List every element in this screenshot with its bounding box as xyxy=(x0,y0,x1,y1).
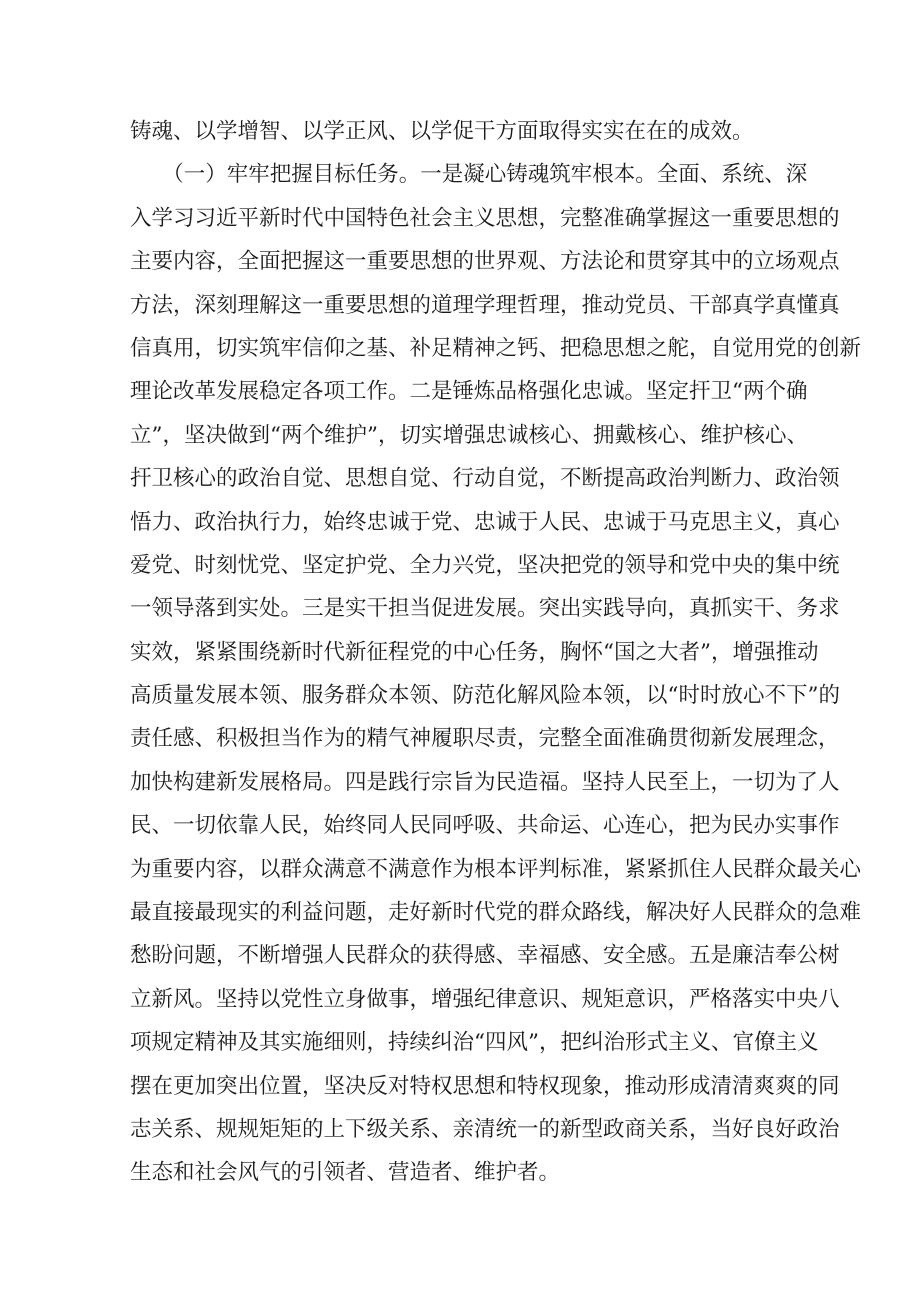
text-line: 愁盼问题，不断增强人民群众的获得感、幸福感、安全感。五是廉洁奉公树 xyxy=(130,943,840,969)
text-line: 为重要内容，以群众满意不满意作为根本评判标准，紧紧抓住人民群众最关心 xyxy=(130,856,862,882)
body-text xyxy=(130,110,862,1195)
text-line: 方法，深刻理解这一重要思想的道理学理哲理，推动党员、干部真学真懂真 xyxy=(130,292,840,318)
text-line: 扞卫核心的政治自觉、思想自觉、行动自觉，不断提高政治判断力、政治领 xyxy=(130,466,840,492)
text-line: 悟力、政治执行力，始终忠诚于党、忠诚于人民、忠诚于马克思主义，真心 xyxy=(130,509,840,535)
text-line: 立”，坚决做到“两个维护”，切实增强忠诚核心、拥戴核心、维护核心、 xyxy=(130,422,808,448)
text-line: 生态和社会风气的引领者、营造者、维护者。 xyxy=(130,1160,561,1186)
text-line: 民、一切依靠人民，始终同人民同呼吸、共命运、心连心，把为民办实事作 xyxy=(130,813,840,839)
text-line: 责任感、积极担当作为的精气神履职尽责，完整全面准确贯彻新发展理念， xyxy=(130,726,840,752)
text-line: 理论改革发展稳定各项工作。二是锤炼品格强化忠诚。坚定扞卫“两个确 xyxy=(130,379,808,405)
text-line: 高质量发展本领、服务群众本领、防范化解风险本领，以“时时放心不下”的 xyxy=(130,683,840,709)
text-line: 加快构建新发展格局。四是践行宗旨为民造福。坚持人民至上，一切为了人 xyxy=(130,769,840,795)
text-line: 最直接最现实的利益问题，走好新时代党的群众路线，解决好人民群众的急难 xyxy=(130,900,862,926)
text-line: 主要内容，全面把握这一重要思想的世界观、方法论和贯穿其中的立场观点 xyxy=(130,249,840,275)
text-line: 信真用，切实筑牢信仰之基、补足精神之钙、把稳思想之舵，自觉用党的创新 xyxy=(130,335,862,361)
text-line: （一）牢牢把握目标任务。一是凝心铸魂筑牢根本。全面、系统、深 xyxy=(130,162,808,188)
text-line: 志关系、规规矩矩的上下级关系、亲清统一的新型政商关系，当好良好政治 xyxy=(130,1116,840,1142)
text-line: 摆在更加突出位置，坚决反对特权思想和特权现象，推动形成清清爽爽的同 xyxy=(130,1073,840,1099)
text-line: 立新风。坚持以党性立身做事，增强纪律意识、规矩意识，严格落实中央八 xyxy=(130,986,840,1012)
text-line: 实效，紧紧围绕新时代新征程党的中心任务，胸怀“国之大者”，增强推动 xyxy=(130,639,819,665)
text-line: 入学习习近平新时代中国特色社会主义思想，完整准确掌握这一重要思想的 xyxy=(130,205,840,231)
text-line: 爱党、时刻忧党、坚定护党、全力兴党，坚决把党的领导和党中央的集中统 xyxy=(130,552,840,578)
text-line: 一领导落到实处。三是实干担当促进发展。突出实践导向，真抓实干、务求 xyxy=(130,596,840,622)
text-line: 项规定精神及其实施细则，持续纠治“四风”，把纠治形式主义、官僚主义 xyxy=(130,1030,819,1056)
text-line: 铸魂、以学增智、以学正风、以学促干方面取得实实在在的成效。 xyxy=(130,119,754,144)
